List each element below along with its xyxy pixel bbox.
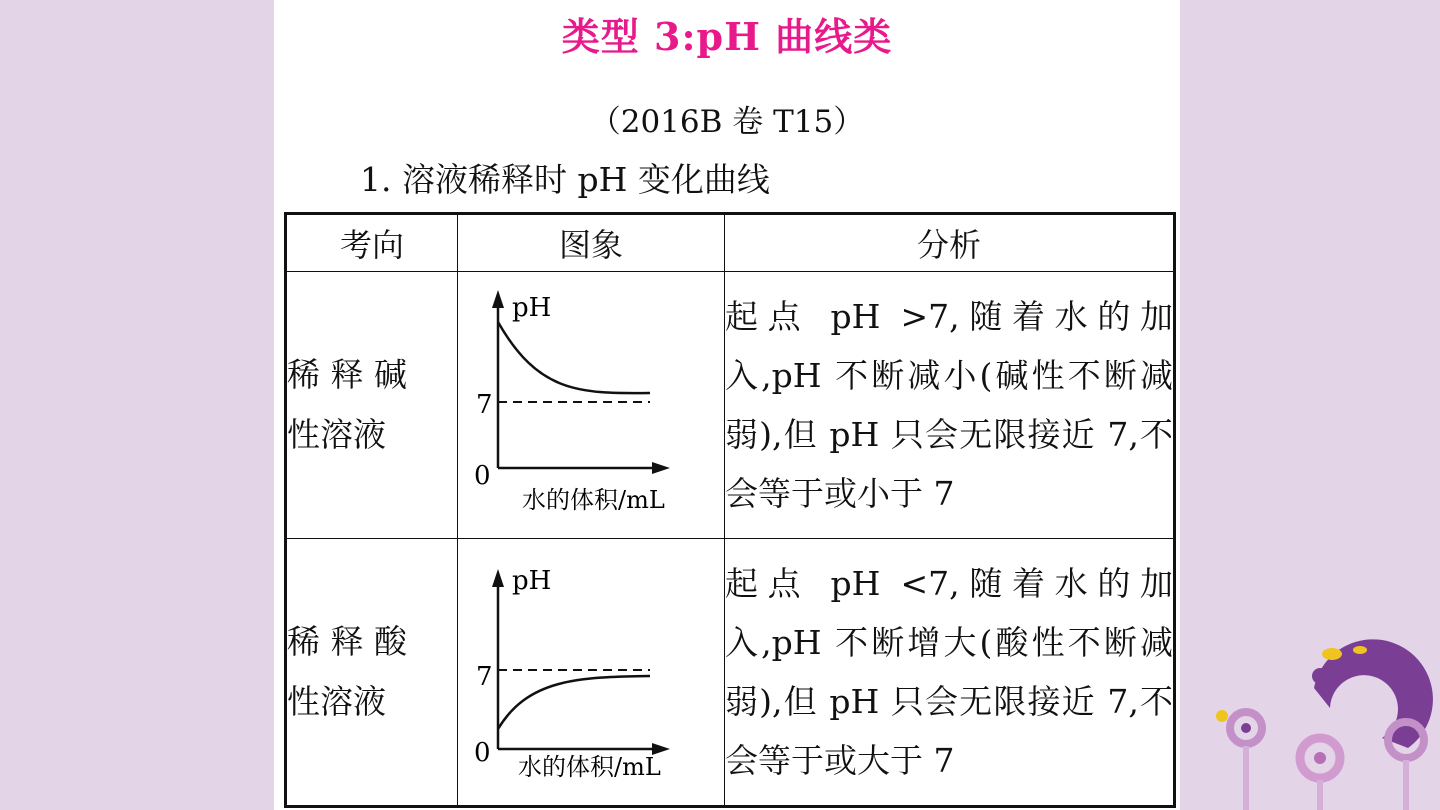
analysis-cell: 起点 pH <7,随着水的加入,pH 不断增大(酸性不断减弱),但 pH 只会无限接近 7,不会等于或大于 7 [725, 539, 1175, 807]
direction-cell [286, 272, 458, 539]
acid-dilution-graph [458, 539, 724, 805]
y-axis-arrow [492, 290, 504, 308]
direction-line: 性溶液 [287, 682, 386, 721]
table-row [286, 539, 1175, 807]
section-heading: 1. 溶液稀释时 pH 变化曲线 [360, 160, 770, 199]
direction-line: 稀 释 酸 [287, 622, 407, 661]
y-axis-label: pH [512, 566, 552, 596]
slide-page [274, 0, 1180, 810]
x-axis-arrow [652, 462, 670, 474]
direction-line: 性溶液 [287, 415, 386, 454]
header-graph: 图象 [458, 214, 725, 272]
header-analysis: 分析 [725, 214, 1175, 272]
source-note: （2016B 卷 T15） [589, 104, 865, 140]
x-axis-label: 水的体积/mL [522, 486, 665, 514]
left-margin [0, 0, 274, 810]
analysis-cell: 起点 pH >7,随着水的加入,pH 不断减小(碱性不断减弱),但 pH 只会无限接近 7,不会等于或小于 7 [725, 272, 1175, 539]
ph-curve [498, 676, 650, 729]
table-row [286, 272, 1175, 539]
ref-tick-label: 7 [476, 662, 493, 692]
direction-cell [286, 539, 458, 807]
direction-line: 稀 释 碱 [287, 355, 407, 394]
y-axis-arrow [492, 569, 504, 587]
ref-tick-label: 7 [476, 390, 493, 420]
graph-cell [458, 539, 725, 807]
origin-label: 0 [474, 738, 491, 768]
slide-title: 类型 3:pH 曲线类 [561, 14, 893, 59]
table-header-row [286, 214, 1175, 272]
ph-curve [498, 322, 650, 393]
alkaline-dilution-graph [458, 272, 724, 538]
header-direction: 考向 [286, 214, 458, 272]
x-axis-label: 水的体积/mL [518, 753, 661, 781]
graph-cell [458, 272, 725, 539]
origin-label: 0 [474, 461, 491, 491]
flower-decoration-icon [1212, 628, 1440, 810]
y-axis-label: pH [512, 293, 552, 323]
ph-curve-table [284, 212, 1176, 808]
